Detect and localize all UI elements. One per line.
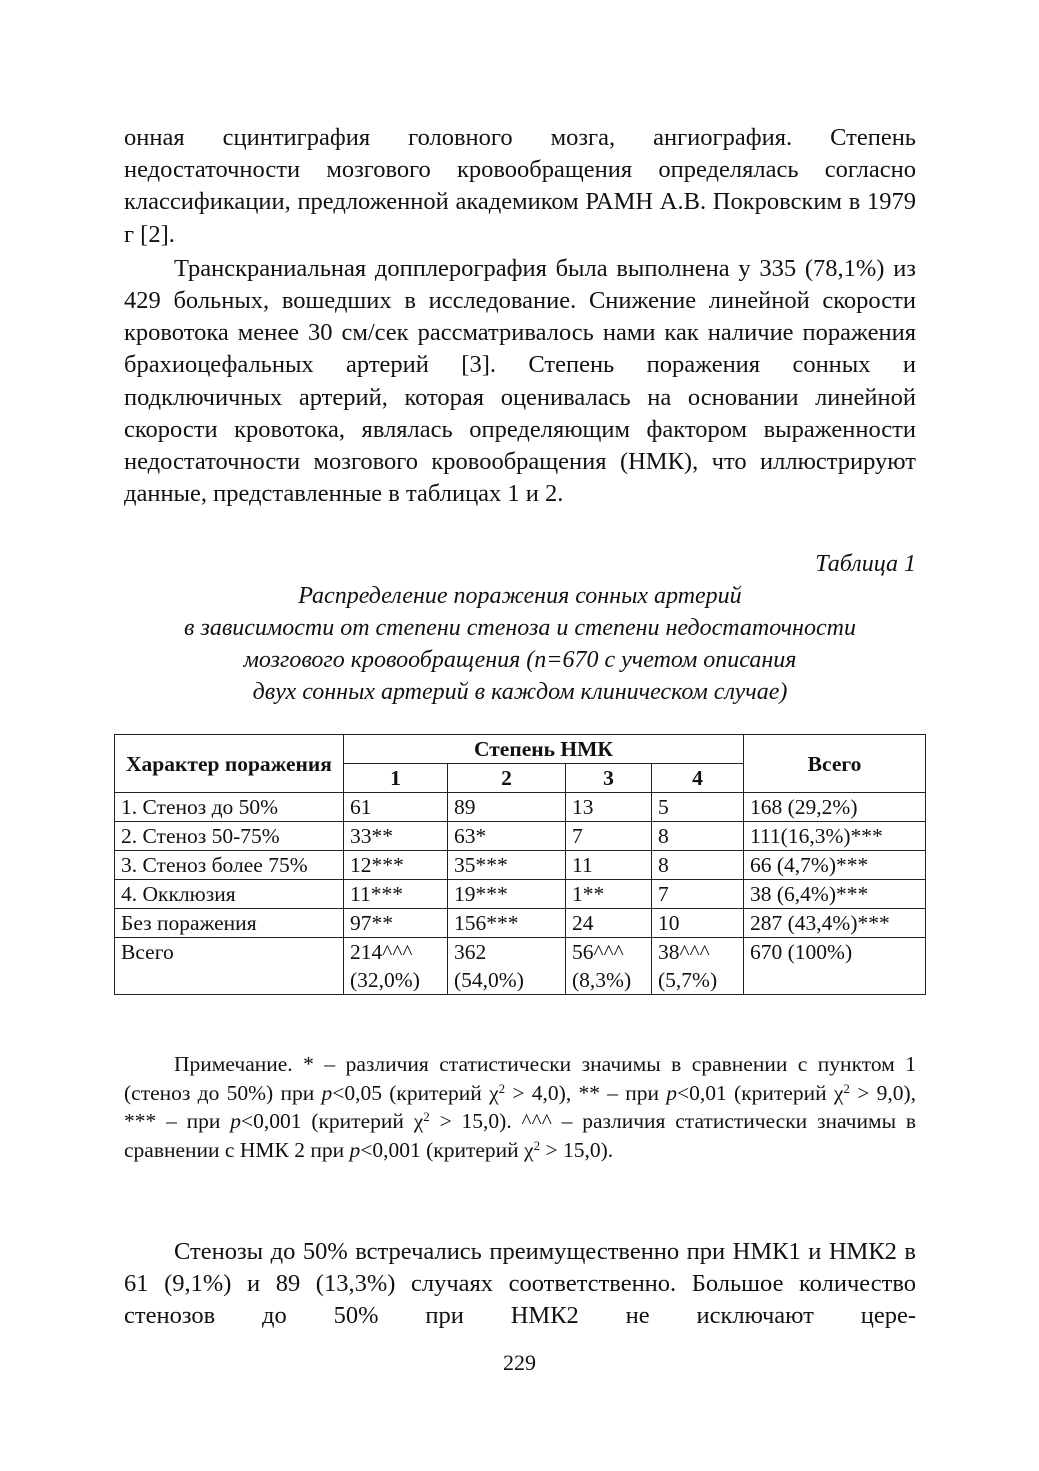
cell-lesion: 2. Стеноз 50-75%: [115, 822, 344, 851]
table-number: Таблица 1: [815, 551, 916, 578]
cell-value: 13: [566, 793, 652, 822]
paragraph-2: Транскраниальная допплерография была выполнена у 335 (78,1%) из 429 больных, вошедших в исследование. Снижение линейной скорости кровотока менее 30 см/сек рассматривалось нами как наличие поражения брахиоцефальных артерий [3]. Степень поражения сонных и подключичных артерий, которая оценивалась на основании линейной скорости кровотока, являлась определяющим фактором выраженности недостаточности мозгового кровообращения (НМК), что иллюстрируют данные, представленные в таблицах 1 и 2.: [124, 254, 916, 508]
cell-value: 214^^^ (32,0%): [344, 938, 448, 995]
table-row: [115, 851, 926, 880]
cell-value: 97**: [344, 909, 448, 938]
cell-total: 287 (43,4%)***: [744, 909, 926, 938]
paragraph-1: онная сцинтиграфия головного мозга, ангиография. Степень недостаточности мозгового кровообращения определялась согласно классификации, предложенной академиком РАМН А.В. Покровским в 1979 г [2].: [124, 124, 916, 248]
header-grade-3: 3: [566, 764, 652, 793]
table-row: [115, 909, 926, 938]
cell-value: 8: [652, 851, 744, 880]
cell-lesion: 1. Стеноз до 50%: [115, 793, 344, 822]
cell-value: 362 (54,0%): [448, 938, 566, 995]
cell-value: 38^^^ (5,7%): [652, 938, 744, 995]
paragraph-3: Стенозы до 50% встречались преимущественно при НМК1 и НМК2 в 61 (9,1%) и 89 (13,3%) случаях соответственно. Большое количество стенозов до 50% при НМК2 не исключают цере-: [124, 1238, 916, 1330]
cell-value: 5: [652, 793, 744, 822]
cell-total: 66 (4,7%)***: [744, 851, 926, 880]
cell-value: 24: [566, 909, 652, 938]
table-row: [115, 793, 926, 822]
cell-total: 168 (29,2%): [744, 793, 926, 822]
cell-value: 10: [652, 909, 744, 938]
cell-value: 156***: [448, 909, 566, 938]
cell-value: 12***: [344, 851, 448, 880]
header-nmk-degree: Степень НМК: [344, 735, 744, 764]
cell-total: 111(16,3%)***: [744, 822, 926, 851]
cell-lesion: 3. Стеноз более 75%: [115, 851, 344, 880]
cell-value: 11: [566, 851, 652, 880]
data-table: [114, 734, 926, 995]
table-row: [115, 822, 926, 851]
cell-value: 63*: [448, 822, 566, 851]
cell-total: 670 (100%): [744, 938, 926, 995]
header-grade-1: 1: [344, 764, 448, 793]
header-grade-4: 4: [652, 764, 744, 793]
table-caption-line-4: двух сонных артерий в каждом клиническом случае): [252, 679, 788, 706]
cell-value: 7: [566, 822, 652, 851]
table-caption-line-2: в зависимости от степени стеноза и степени недостаточности: [184, 615, 856, 642]
cell-lesion: Без поражения: [115, 909, 344, 938]
cell-value: 7: [652, 880, 744, 909]
table-caption-line-1: Распределение поражения сонных артерий: [298, 583, 742, 610]
table-caption-line-3: мозгового кровообращения (n=670 с учетом описания: [243, 647, 797, 674]
cell-value: 11***: [344, 880, 448, 909]
table-row: [115, 938, 926, 995]
header-grade-2: 2: [448, 764, 566, 793]
cell-value: 89: [448, 793, 566, 822]
cell-value: 19***: [448, 880, 566, 909]
header-lesion-type: Характер поражения: [115, 735, 344, 793]
cell-value: 8: [652, 822, 744, 851]
page-number: 229: [503, 1350, 536, 1375]
table-row: [115, 880, 926, 909]
header-total: Всего: [744, 735, 926, 793]
cell-value: 61: [344, 793, 448, 822]
page-content: [121, 122, 917, 1330]
cell-lesion: 4. Окклюзия: [115, 880, 344, 909]
closing-text: [124, 1234, 916, 1333]
cell-value: 56^^^ (8,3%): [566, 938, 652, 995]
table-note: Примечание. * – различия статистически значимы в сравнении с пунктом 1 (стеноз до 50%) при p<0,05 (критерий $\chi^2 > 4,0$), ** – при p<0,01 (критерий $\chi^2 > 9,0$), *** – при p<0,001 (критерий $\chi^2 > 15,0$). ^^^ – различия статистически значимы в сравнении с НМК 2 при p<0,001 (критерий $\chi^2 > 15,0$).: [124, 1052, 917, 1162]
cell-value: 33**: [344, 822, 448, 851]
cell-value: 1**: [566, 880, 652, 909]
cell-lesion: Всего: [115, 938, 344, 995]
cell-value: 35***: [448, 851, 566, 880]
cell-total: 38 (6,4%)***: [744, 880, 926, 909]
